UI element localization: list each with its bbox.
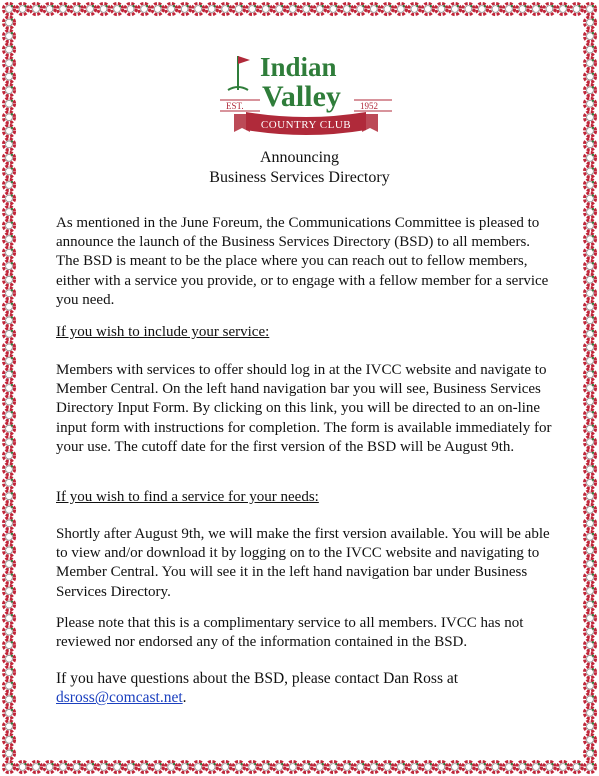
border-ring [3, 288, 14, 299]
border-ring [193, 3, 204, 14]
border-ring [584, 328, 595, 339]
border-ring [84, 3, 95, 14]
border-ring [584, 734, 595, 745]
border-ring [3, 545, 14, 556]
logo-est: EST. [226, 101, 244, 111]
border-ring [3, 30, 14, 41]
border-ring [463, 3, 474, 14]
border-ring [220, 761, 231, 772]
section-find-heading: If you wish to find a service for your needs: [56, 489, 319, 505]
border-ring [260, 761, 271, 772]
border-ring [584, 504, 595, 515]
section-include-heading: If you wish to include your service: [56, 324, 270, 340]
border-ring [44, 3, 55, 14]
announcement-line-1: Announcing [259, 149, 340, 166]
border-ring [274, 761, 285, 772]
logo-year: 1952 [360, 101, 378, 111]
border-ring [220, 3, 231, 14]
border-ring [449, 761, 460, 772]
border-ring [3, 369, 14, 380]
border-ring [3, 531, 14, 542]
border-ring [247, 3, 258, 14]
border-ring [584, 30, 595, 41]
border-ring [584, 680, 595, 691]
border-ring [544, 3, 555, 14]
border-ring [517, 3, 528, 14]
border-ring [584, 667, 595, 678]
border-ring [179, 3, 190, 14]
border-ring [584, 545, 595, 556]
border-ring [544, 761, 555, 772]
border-ring [584, 558, 595, 569]
border-ring [584, 613, 595, 624]
border-ring [111, 3, 122, 14]
border-ring [341, 3, 352, 14]
border-ring [584, 112, 595, 123]
border-ring [3, 17, 14, 28]
border-ring [3, 355, 14, 366]
border-ring [3, 748, 14, 759]
border-ring [3, 613, 14, 624]
border-ring [503, 3, 514, 14]
border-ring [584, 85, 595, 96]
border-ring [557, 3, 568, 14]
border-ring [584, 234, 595, 245]
border-ring [584, 396, 595, 407]
border-ring [3, 640, 14, 651]
border-ring [17, 761, 28, 772]
border-ring [166, 761, 177, 772]
border-ring [3, 437, 14, 448]
border-ring [395, 761, 406, 772]
border-ring [584, 274, 595, 285]
border-ring [3, 761, 14, 772]
border-ring [3, 464, 14, 475]
border-ring [17, 3, 28, 14]
border-ring [3, 477, 14, 488]
border-ring [3, 423, 14, 434]
border-ring [584, 626, 595, 637]
border-ring [584, 423, 595, 434]
border-ring [584, 315, 595, 326]
border-ring [584, 707, 595, 718]
contact-paragraph [56, 669, 556, 707]
border-ring [3, 44, 14, 55]
border-ring [3, 450, 14, 461]
border-ring [166, 3, 177, 14]
border-ring [57, 3, 68, 14]
section-include-body: Members with services to offer should log in at the IVCC website and navigate to Member Central. On the left hand navigation bar you will see, Business Services Directory Input Form. By clicking on this link, you will be directed to an on-line input form with instructions for completion. The form is available immediately for your use. The cutoff date for the first version of the BSD will be August 9th. [56, 362, 552, 455]
border-ring [3, 112, 14, 123]
border-ring [584, 261, 595, 272]
border-ring [584, 437, 595, 448]
border-ring [206, 3, 217, 14]
border-ring [3, 261, 14, 272]
border-ring [584, 748, 595, 759]
border-ring [3, 58, 14, 69]
border-ring [3, 734, 14, 745]
border-ring [341, 761, 352, 772]
border-ring [517, 761, 528, 772]
border-ring [503, 761, 514, 772]
border-ring [3, 234, 14, 245]
border-ring [247, 761, 258, 772]
border-ring [3, 409, 14, 420]
logo-banner-text: COUNTRY CLUB [260, 119, 352, 131]
border-ring [3, 504, 14, 515]
border-ring [395, 3, 406, 14]
border-ring [3, 315, 14, 326]
border-ring [3, 125, 14, 136]
border-ring [584, 206, 595, 217]
border-ring [584, 531, 595, 542]
border-ring [557, 761, 568, 772]
border-ring [3, 558, 14, 569]
border-ring [584, 409, 595, 420]
border-ring [584, 220, 595, 231]
border-ring [3, 301, 14, 312]
border-ring [3, 382, 14, 393]
golf-flag-icon [228, 56, 250, 90]
logo-name-line2: Valley [262, 80, 341, 113]
border-ring [584, 518, 595, 529]
border-ring [139, 3, 150, 14]
border-ring [584, 640, 595, 651]
border-ring [3, 667, 14, 678]
border-ring [463, 761, 474, 772]
border-ring [584, 247, 595, 258]
border-ring [287, 3, 298, 14]
border-ring [3, 653, 14, 664]
contact-email-link[interactable]: dsross@comcast.net [56, 689, 183, 707]
border-ring [3, 572, 14, 583]
border-ring [584, 572, 595, 583]
border-ring [584, 599, 595, 610]
border-ring [287, 761, 298, 772]
border-ring [3, 274, 14, 285]
border-ring [301, 3, 312, 14]
border-ring [584, 301, 595, 312]
border-ring [355, 761, 366, 772]
border-ring [584, 585, 595, 596]
border-ring [584, 721, 595, 732]
club-logo [220, 48, 392, 148]
border-ring [3, 721, 14, 732]
border-ring [382, 3, 393, 14]
border-ring [584, 342, 595, 353]
border-ring [3, 193, 14, 204]
border-ring [152, 3, 163, 14]
border-ring [98, 761, 109, 772]
border-ring [233, 761, 244, 772]
border-ring [476, 3, 487, 14]
border-ring [584, 761, 595, 772]
border-ring [3, 71, 14, 82]
border-ring [3, 206, 14, 217]
note-paragraph: Please note that this is a complimentary service to all members. IVCC has not reviewed nor endorsed any of the information contained in the BSD. [56, 615, 524, 651]
border-ring [125, 761, 136, 772]
border-ring [584, 355, 595, 366]
border-ring [3, 328, 14, 339]
border-ring [571, 761, 582, 772]
border-ring [125, 3, 136, 14]
border-ring [3, 491, 14, 502]
border-ring [152, 761, 163, 772]
border-ring [490, 761, 501, 772]
border-ring [3, 626, 14, 637]
border-ring [314, 3, 325, 14]
border-ring [233, 3, 244, 14]
border-ring [584, 694, 595, 705]
border-ring [3, 247, 14, 258]
contact-period: . [182, 689, 187, 707]
border-ring [71, 761, 82, 772]
border-ring [409, 761, 420, 772]
border-ring [584, 653, 595, 664]
border-ring [301, 761, 312, 772]
section-find-body: Shortly after August 9th, we will make the first version available. You will be able to view and/or download it by logging on to the IVCC website and navigating to Member Central. You will see it in the left hand navigation bar under Business Services Directory. [56, 526, 550, 600]
border-ring [584, 464, 595, 475]
border-ring [44, 761, 55, 772]
border-ring [179, 761, 190, 772]
border-ring [206, 761, 217, 772]
border-ring [436, 3, 447, 14]
announcement-line-2: Business Services Directory [209, 169, 390, 186]
border-ring [530, 3, 541, 14]
border-ring [193, 761, 204, 772]
border-ring [139, 761, 150, 772]
border-ring [260, 3, 271, 14]
border-ring [584, 71, 595, 82]
border-ring [449, 3, 460, 14]
border-ring [3, 342, 14, 353]
border-ring [30, 3, 41, 14]
border-ring [584, 491, 595, 502]
logo-banner [234, 112, 378, 135]
border-ring [71, 3, 82, 14]
border-ring [3, 599, 14, 610]
border-ring [3, 585, 14, 596]
border-ring [584, 288, 595, 299]
border-ring [84, 761, 95, 772]
border-ring [584, 477, 595, 488]
border-ring [584, 17, 595, 28]
border-ring [422, 3, 433, 14]
border-ring [3, 707, 14, 718]
border-ring [30, 761, 41, 772]
border-ring [476, 761, 487, 772]
border-ring [274, 3, 285, 14]
border-ring [382, 761, 393, 772]
border-ring [3, 396, 14, 407]
border-ring [3, 98, 14, 109]
border-ring [3, 518, 14, 529]
border-ring [355, 3, 366, 14]
border-ring [584, 369, 595, 380]
border-ring [490, 3, 501, 14]
border-ring [328, 761, 339, 772]
border-ring [530, 761, 541, 772]
border-ring [3, 3, 14, 14]
intro-paragraph: As mentioned in the June Foreum, the Communications Committee is pleased to announce the launch of the Business Services Directory (BSD) to all members. The BSD is meant to be the place where you can reach out to fellow members, either with a service you provide, or to engage with a fellow member for a service you need. [56, 215, 549, 308]
border-ring [328, 3, 339, 14]
border-ring [584, 125, 595, 136]
border-ring [3, 694, 14, 705]
border-ring [584, 382, 595, 393]
border-ring [584, 58, 595, 69]
border-ring [409, 3, 420, 14]
border-ring [3, 680, 14, 691]
border-ring [57, 761, 68, 772]
border-ring [584, 98, 595, 109]
contact-text: If you have questions about the BSD, please contact Dan Ross at [56, 670, 459, 687]
border-ring [436, 761, 447, 772]
border-ring [3, 85, 14, 96]
border-ring [3, 220, 14, 231]
border-ring [422, 761, 433, 772]
border-ring [584, 450, 595, 461]
border-ring [98, 3, 109, 14]
logo-name-line1: Indian [260, 52, 337, 82]
border-ring [584, 44, 595, 55]
border-ring [584, 193, 595, 204]
border-ring [368, 761, 379, 772]
border-ring [571, 3, 582, 14]
border-ring [368, 3, 379, 14]
border-ring [111, 761, 122, 772]
border-ring [314, 761, 325, 772]
border-ring [584, 3, 595, 14]
